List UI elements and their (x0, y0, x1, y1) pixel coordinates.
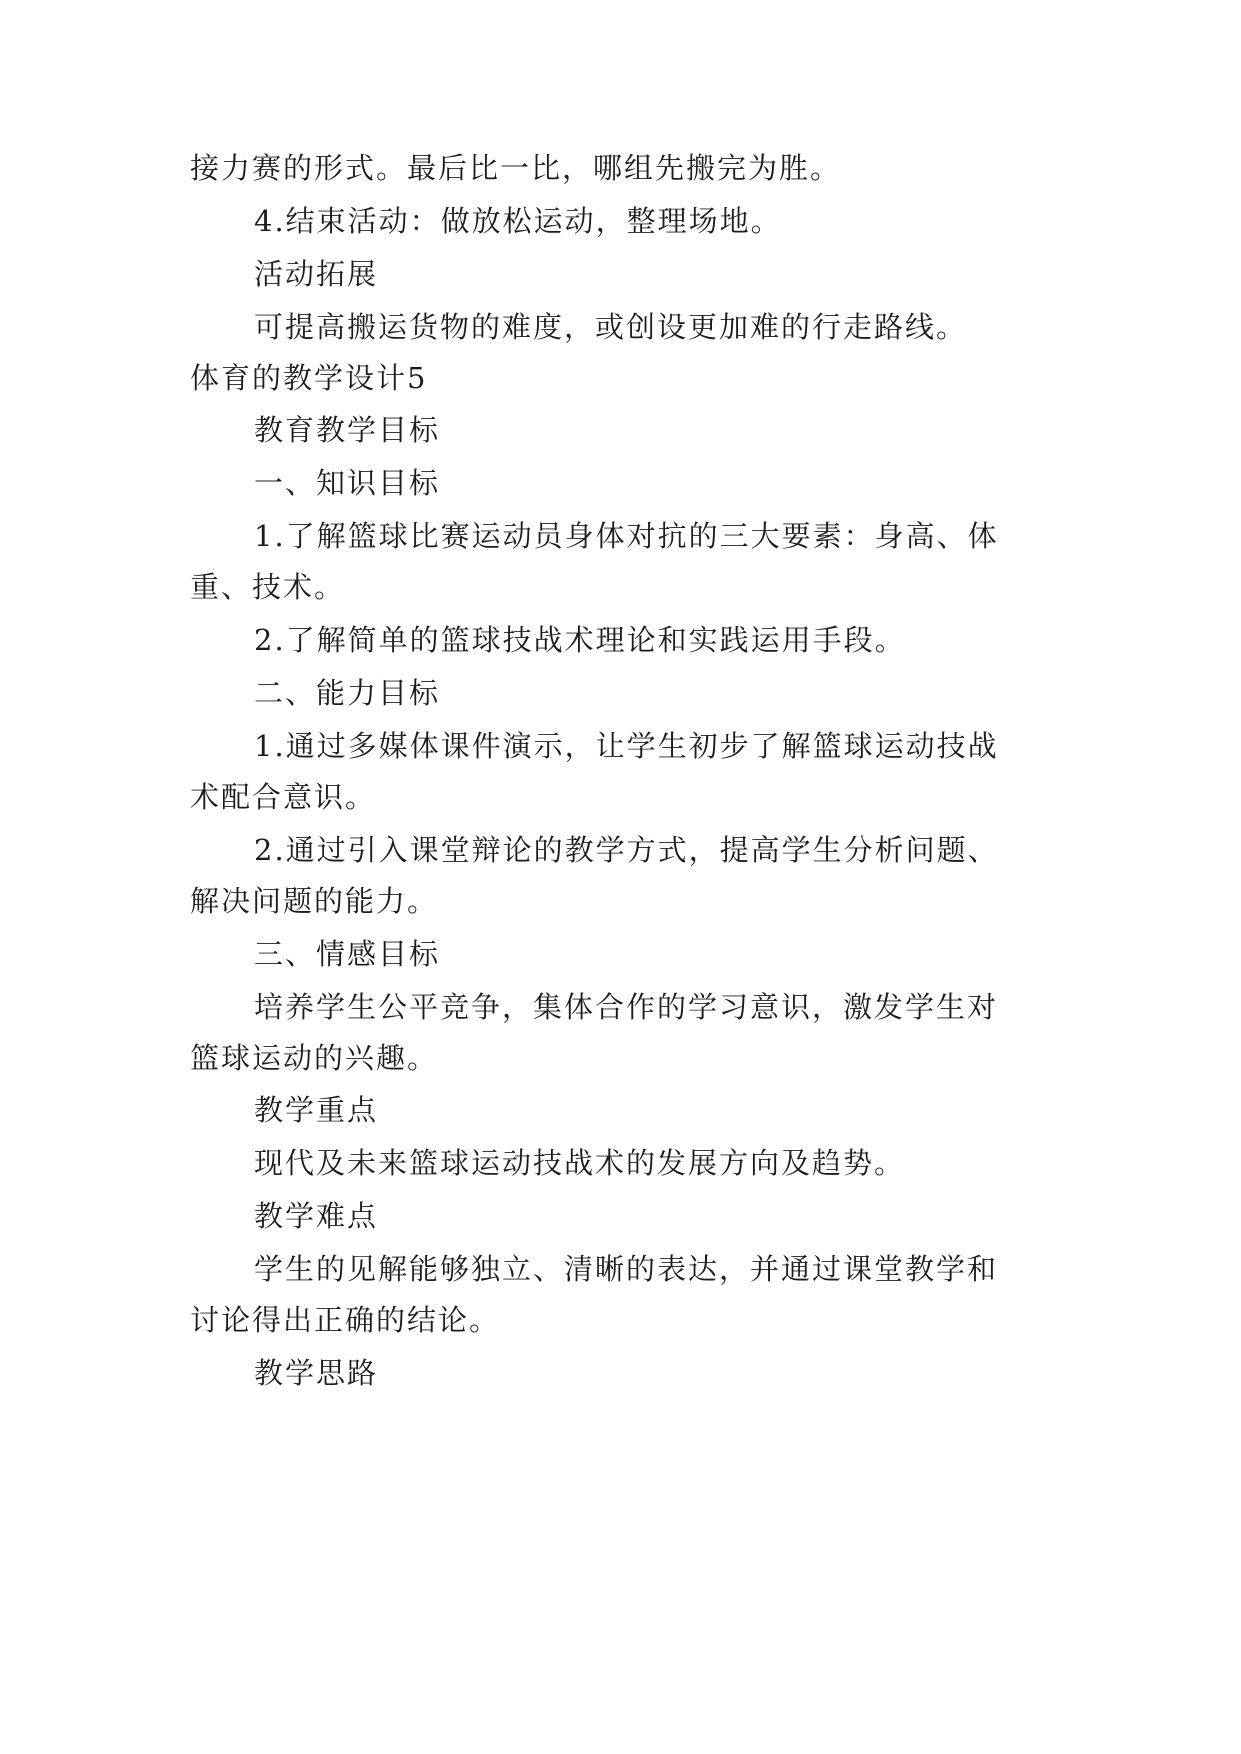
text-line: 2.通过引入课堂辩论的教学方式，提高学生分析问题、 (254, 833, 999, 867)
section-heading: 教学思路 (254, 1356, 379, 1390)
text-line: 现代及未来篮球运动技战术的发展方向及趋势。 (254, 1146, 906, 1180)
text-line: 2.了解简单的篮球技战术理论和实践运用手段。 (254, 623, 906, 657)
section-heading: 一、知识目标 (254, 466, 441, 500)
section-heading: 教学难点 (254, 1199, 379, 1233)
text-line: 讨论得出正确的结论。 (190, 1303, 501, 1337)
text-line: 篮球运动的兴趣。 (190, 1041, 439, 1075)
text-line: 4.结束活动：做放松运动，整理场地。 (254, 204, 782, 238)
text-line: 重、技术。 (190, 570, 346, 604)
document-title: 体育的教学设计5 (190, 361, 428, 395)
text-line: 学生的见解能够独立、清晰的表达，并通过课堂教学和 (254, 1252, 999, 1286)
text-line: 解决问题的能力。 (190, 884, 439, 918)
section-heading: 活动拓展 (254, 257, 379, 291)
section-heading: 教育教学目标 (254, 413, 441, 447)
text-line: 1.了解篮球比赛运动员身体对抗的三大要素：身高、体 (254, 519, 999, 553)
section-heading: 教学重点 (254, 1093, 379, 1127)
text-line: 1.通过多媒体课件演示，让学生初步了解篮球运动技战 (254, 729, 999, 763)
text-line: 培养学生公平竞争，集体合作的学习意识，激发学生对 (254, 990, 999, 1024)
text-line: 可提高搬运货物的难度，或创设更加难的行走路线。 (254, 310, 968, 344)
section-heading: 三、情感目标 (254, 937, 441, 971)
text-line: 术配合意识。 (190, 780, 377, 814)
section-heading: 二、能力目标 (254, 676, 441, 710)
text-line: 接力赛的形式。最后比一比，哪组先搬完为胜。 (190, 151, 842, 185)
